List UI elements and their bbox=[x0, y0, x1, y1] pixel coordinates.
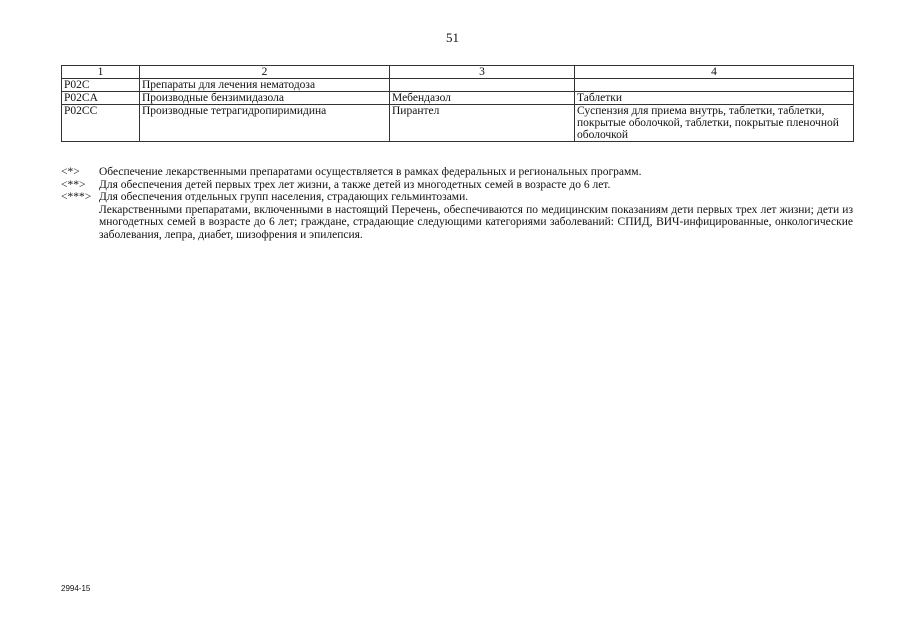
footnote-mark: <*> bbox=[61, 166, 80, 178]
table-row bbox=[62, 105, 854, 142]
drug-name-cell: Мебендазол bbox=[390, 92, 575, 105]
atc-code-cell: P02CA bbox=[62, 92, 140, 105]
footnote bbox=[61, 179, 853, 192]
group-name-cell: Производные бензимидазола bbox=[140, 92, 390, 105]
header-cell: 1 bbox=[62, 66, 140, 79]
header-cell: 4 bbox=[575, 66, 854, 79]
footnote bbox=[61, 166, 853, 179]
page-number: 51 bbox=[446, 30, 459, 45]
footnote-text: Обеспечение лекарственными препаратами осуществляется в рамках федеральных и региональных программ. bbox=[99, 166, 642, 178]
footnote bbox=[61, 191, 853, 204]
final-paragraph: Лекарственными препаратами, включенными в настоящий Перечень, обеспечиваются по медицинским показаниям дети первых трех лет жизни; дети из многодетных семей в возрасте до 6 лет; граждане, страдающие следующими категориями заболеваний: СПИД, ВИЧ-инфицированные, онкологические заболевания, лепра, диабет, шизофрения и эпилепсия. bbox=[99, 203, 853, 241]
footnote-text: Для обеспечения отдельных групп населения, страдающих гельминтозами. bbox=[99, 191, 469, 203]
drug-table bbox=[61, 65, 854, 142]
table-row bbox=[62, 79, 854, 92]
atc-code-cell: P02CC bbox=[62, 105, 140, 142]
footnote-text: Для обеспечения детей первых трех лет жизни, а также детей из многодетных семей в возрасте до 6 лет. bbox=[99, 178, 611, 191]
header-cell: 3 bbox=[390, 66, 575, 79]
group-name-cell: Производные тетрагидропиримидина bbox=[140, 105, 390, 142]
drug-name-cell: Пирантел bbox=[390, 105, 575, 142]
document-code: 2994-15 bbox=[61, 584, 91, 593]
drug-name-cell bbox=[390, 79, 575, 92]
group-name-cell: Препараты для лечения нематодоза bbox=[140, 79, 390, 92]
table-header-row bbox=[62, 66, 854, 79]
atc-code-cell: P02C bbox=[62, 79, 140, 92]
footnote-mark: <**> bbox=[61, 178, 86, 191]
footnote-mark: <***> bbox=[61, 191, 92, 203]
footnotes bbox=[61, 166, 853, 241]
dosage-form-cell: Таблетки bbox=[575, 92, 854, 105]
table-row bbox=[62, 92, 854, 105]
header-cell: 2 bbox=[140, 66, 390, 79]
dosage-form-cell bbox=[575, 79, 854, 92]
dosage-form-cell: Суспензия для приема внутрь, таблетки, таблетки, покрытые оболочкой, таблетки, покрытые пленочной оболочкой bbox=[575, 105, 854, 142]
